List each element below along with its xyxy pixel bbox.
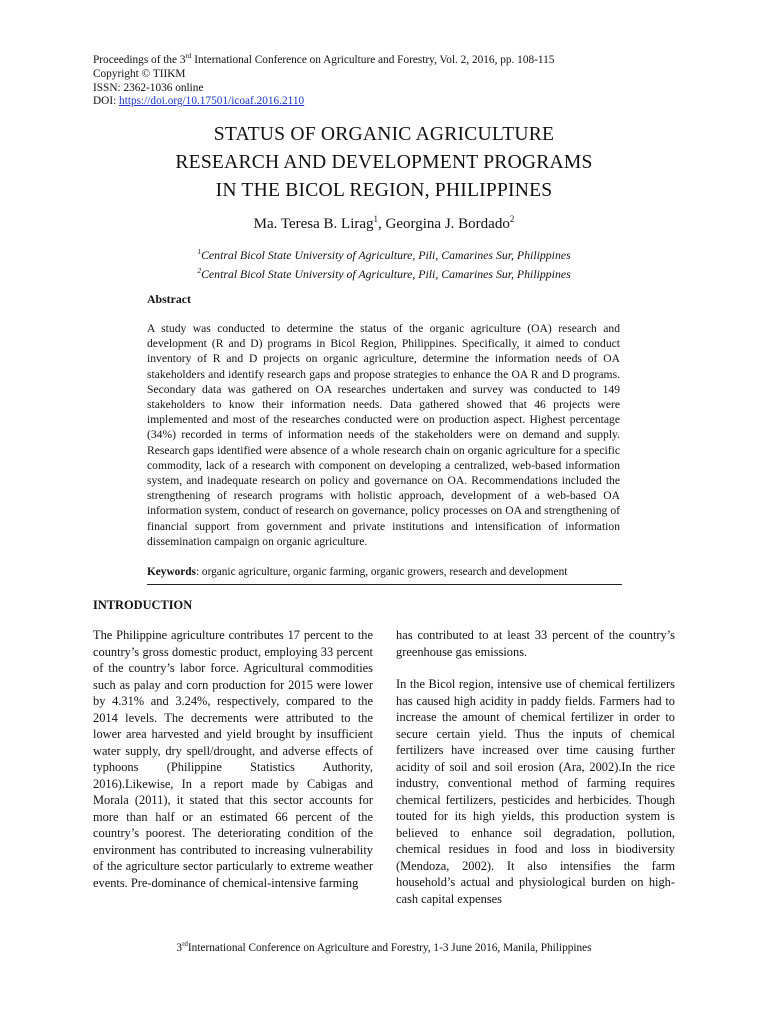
author-separator: , [378,216,386,232]
intro-paragraph-3: In the Bicol region, intensive use of chemical fertilizers has caused high acidity in paddy fields. Farmers had to increase the amount of chemical fertilizer in order to secure certain yield. Thus the inputs of chemical fertilizers have increased over time causing further acidity of soil and soil erosion (Ara, 2002).In the rice industry, conventional method of farming requires chemical fertilizers, pesticides and herbicides. Though touted for its high yields, this production system is believed to enhance soil degradation, pollution, chemical residues in food and loss in biodiversity (Mendoza, 2002). It also intensifies the farm household’s actual and physiological burden on high-cash capital expenses [396,677,675,906]
doi-link[interactable]: https://doi.org/10.17501/icoaf.2016.2110 [119,95,305,108]
doi-line [93,95,554,109]
author-1: Ma. Teresa B. Lirag [253,216,374,232]
proceedings-citation [93,54,554,68]
citation-prefix: Proceedings of the 3 [93,54,186,66]
footer-prefix: 3 [176,941,183,954]
author-2-affil-sup: 2 [509,214,515,224]
author-list [0,214,768,233]
intro-paragraph-1: The Philippine agriculture contributes 17 percent to the country’s gross domestic product, employing 33 percent of the country’s labor force. Agricultural commodities such as palay and corn production for 2015 were lower by 4.31% and 3.24%, respectively, compared to the 2014 levels. The decrements were attributed to the lower area harvested and yield brought by insufficient water supply, dry spell/drought, and adverse effects of typhoons (Philippine Statistics Authority, 2016).Likewise, In a report made by Cabigas and Morala (2011), it stated that this sector accounts for more than half or an estimated 66 percent of the country’s poorest. The deteriorating condition of the environment has contributed to increasing vulnerability of the agriculture sector particularly to extreme weather events. Pre-dominance of chemical-intensive farming [93,628,373,890]
author-2: Georgina J. Bordado [385,216,510,232]
keywords-label: Keywords [147,566,196,578]
affiliation-1-text: Central Bicol State University of Agriculture, Pili, Camarines Sur, Philippines [201,247,571,262]
paper-title [0,121,768,205]
citation-suffix: International Conference on Agriculture and Forestry, Vol. 2, 2016, pp. 108-115 [191,54,555,66]
introduction-heading: INTRODUCTION [93,598,193,612]
abstract-heading: Abstract [147,292,191,306]
body-column-right [396,627,675,923]
copyright-line: Copyright © TIIKM [93,67,186,80]
footer-ordinal-sup: rd [182,940,188,948]
keywords-text: : organic agriculture, organic farming, organic growers, research and development [195,566,568,578]
affiliations [0,244,768,282]
intro-paragraph-2: has contributed to at least 33 percent of the country’s greenhouse gas emissions. [396,628,675,659]
section-divider [147,584,622,585]
body-column-left [93,627,373,907]
proceedings-header [93,54,554,109]
affiliation-2 [0,263,768,282]
citation-ordinal-sup: rd [185,52,192,61]
author-1-affil-sup: 1 [373,214,379,224]
affiliation-1 [0,244,768,263]
affiliation-1-sup: 1 [197,247,202,256]
abstract-body: A study was conducted to determine the status of the organic agriculture (OA) research and development (R and D) programs in Bicol Region, Philippines. Specifically, it aimed to conduct inventory of R and D projects on organic agriculture, determine the information needs of OA stakeholders and identify research gaps and propose strategies to enhance the OA R and D programs. Secondary data was gathered on OA researches undertaken and survey was conducted to 149 stakeholders to know their information needs. Data gathered showed that 46 projects were implemented and most of the researches conducted were on production aspect. Highest percentage (34%) recorded in terms of information needs of the stakeholders were on demand and supply. Research gaps identified were absence of a whole research chain on organic agriculture for a specific commodity, lack of a research with component on developing a centralized, web-based information system, and inadequate research on policy and governance on OA. Recommendations included the strengthening of research programs with holistic approach, development of a web-based OA information system, conduct of research on governance, policy processes on OA and strengthening of financial support from government and private institutions and intensification of information dissemination campaign on organic agriculture. [147,322,620,548]
keywords-line [147,566,627,578]
title-line-3: IN THE BICOL REGION, PHILIPPINES [215,180,553,201]
issn-line: ISSN: 2362-1036 online [93,81,204,94]
page-footer [0,940,768,954]
affiliation-2-text: Central Bicol State University of Agriculture, Pili, Camarines Sur, Philippines [201,266,571,281]
title-line-1: STATUS OF ORGANIC AGRICULTURE [213,124,555,145]
affiliation-2-sup: 2 [197,265,202,275]
footer-suffix: International Conference on Agriculture and Forestry, 1-3 June 2016, Manila, Philippines [187,941,592,954]
title-line-2: RESEARCH AND DEVELOPMENT PROGRAMS [175,152,593,173]
doi-label: DOI: [93,95,120,108]
